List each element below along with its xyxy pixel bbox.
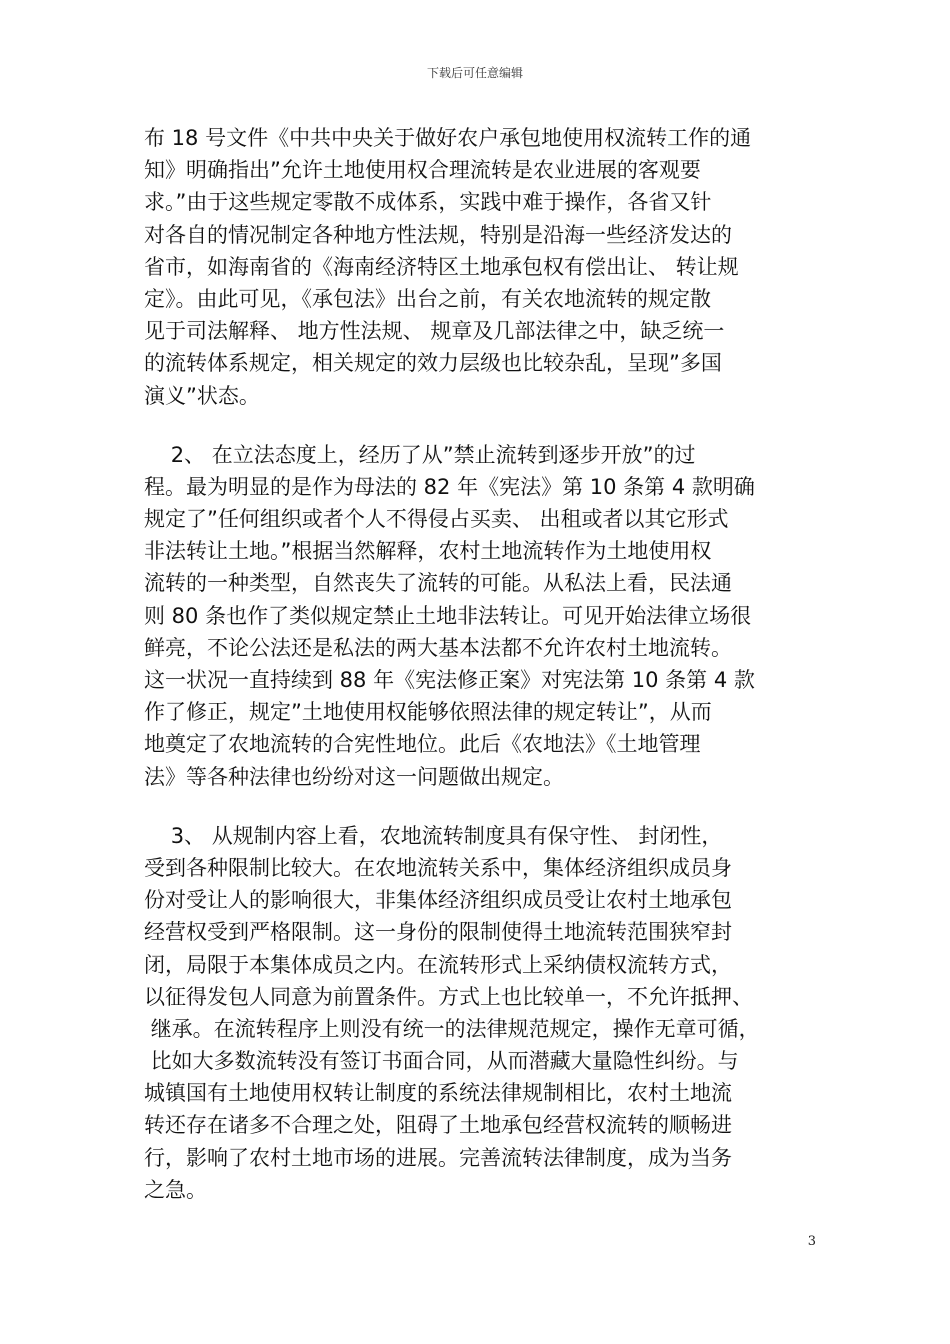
text-line: 这一状况一直持续到 88 年《宪法修正案》对宪法第 10 条第 4 款 [144,668,755,692]
text-line: 省市，如海南省的《海南经济特区土地承包权有偿出让、 转让规 [144,254,739,279]
text-line: 见于司法解释、 地方性法规、 规章及几部法律之中，缺乏统一 [144,319,725,344]
text-line: 流转的一种类型，自然丧失了流转的可能。从私法上看，民法通 [144,571,732,596]
text-line: 对各自的情况制定各种地方性法规，特别是沿海一些经济发达的 [144,222,732,247]
text-line: 定》。由此可见，《承包法》出台之前，有关农地流转的规定散 [144,286,711,311]
text-line: 2、 在立法态度上，经历了从”禁止流转到逐步开放”的过 [144,442,696,467]
text-line: 以征得发包人同意为前置条件。方式上也比较单一，不允许抵押、 [144,984,753,1009]
text-line: 鲜亮，不论公法还是私法的两大基本法都不允许农村土地流转。 [144,635,732,660]
text-line: 作了修正，规定”土地使用权能够依照法律的规定转让”，从而 [144,700,712,725]
text-line: 比如大多数流转没有签订书面合同，从而潜藏大量隐性纠纷。与 [144,1049,739,1074]
text-line: 闭，局限于本集体成员之内。在流转形式上采纳债权流转方式， [144,952,732,977]
text-line: 之急。 [144,1177,207,1202]
text-line: 地奠定了农地流转的合宪性地位。此后《农地法》《土地管理 [144,732,701,757]
text-line: 行，影响了农村土地市场的进展。完善流转法律制度，成为当务 [144,1145,732,1170]
text-line: 3、 从规制内容上看，农地流转制度具有保守性、 封闭性， [144,823,723,848]
text-line: 的流转体系规定，相关规定的效力层级也比较杂乱，呈现”多国 [144,351,722,376]
text-line: 转还存在诸多不合理之处，阻碍了土地承包经营权流转的顺畅进 [144,1113,732,1138]
text-line: 非法转让土地。”根据当然解释，农村土地流转作为土地使用权 [144,539,712,564]
text-line: 布 18 号文件《中共中央关于做好农户承包地使用权流转工作的通 [144,126,752,150]
text-line: 份对受让人的影响很大，非集体经济组织成员受让农村土地承包 [144,888,732,913]
text-line: 则 80 条也作了类似规定禁止土地非法转让。可见开始法律立场很 [144,603,752,628]
paragraph [144,439,824,793]
text-line: 法》等各种法律也纷纷对这一问题做出规定。 [144,764,564,789]
paragraph [144,820,824,1206]
document-body [144,122,824,1233]
text-line: 规定了”任何组织或者个人不得侵占买卖、 出租或者以其它形式 [144,507,729,532]
text-line: 程。最为明显的是作为母法的 82 年《宪法》第 10 条第 4 款明确 [144,474,755,499]
text-line: 知》明确指出”允许土地使用权合理流转是农业进展的客观要 [144,158,701,183]
text-line: 演义”状态。 [144,383,260,408]
text-line: 求。”由于这些规定零散不成体系，实践中难于操作，各省又针 [144,190,712,215]
page-number: 3 [807,1234,816,1249]
text-line: 城镇国有土地使用权转让制度的系统法律规制相比，农村土地流 [144,1081,732,1106]
paragraph [144,122,824,412]
text-line: 经营权受到严格限制。这一身份的限制使得土地流转范围狭窄封 [144,920,732,945]
text-line: 继承。在流转程序上则没有统一的法律规范规定，操作无章可循， [144,1016,760,1041]
text-line: 受到各种限制比较大。在农地流转关系中，集体经济组织成员身 [144,855,732,880]
page-header: 下载后可任意编辑 [426,66,523,80]
